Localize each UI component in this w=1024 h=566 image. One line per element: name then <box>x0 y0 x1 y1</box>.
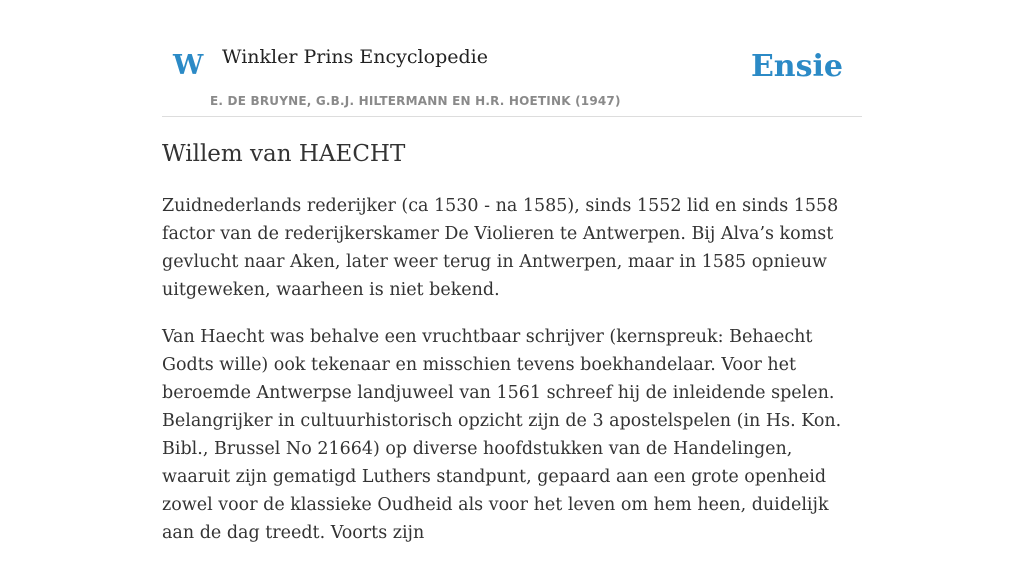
encyclopedia-authors: E. DE BRUYNE, G.B.J. HILTERMANN EN H.R. HOETINK (1947) <box>210 94 621 108</box>
article-title: Willem van HAECHT <box>162 141 406 167</box>
encyclopedia-title[interactable]: Winkler Prins Encyclopedie <box>222 46 488 68</box>
site-header <box>162 0 862 117</box>
winkler-prins-logo[interactable]: W <box>173 50 204 81</box>
article-paragraph: Zuidnederlands rederijker (ca 1530 - na 1585), sinds 1552 lid en sinds 1558 factor van de rederijkerskamer De Violieren te Antwerpen. Bij Alva’s komst gevlucht naar Aken, later weer terug in Antwerpen, maar in 1585 opnieuw uitgeweken, waarheen is niet bekend. <box>162 196 839 300</box>
ensie-logo[interactable]: Ensie <box>750 49 843 84</box>
article-paragraph: Van Haecht was behalve een vruchtbaar schrijver (kernspreuk: Behaecht Godts wille) ook tekenaar en misschien tevens boekhandelaar. Voor het beroemde Antwerpse landjuweel van 1561 schreef hij de inleidende spelen. Belangrijker in cultuurhistorisch opzicht zijn de 3 apostelspelen (in Hs. Kon. Bibl., Brussel No 21664) op diverse hoofdstukken van de Handelingen, waaruit zijn gematigd Luthers standpunt, gepaard aan een grote openheid zowel voor de klassieke Oudheid als voor het leven om hem heen, duidelijk aan de dag treedt. Voorts zijn <box>162 327 842 543</box>
article-body <box>162 192 862 566</box>
